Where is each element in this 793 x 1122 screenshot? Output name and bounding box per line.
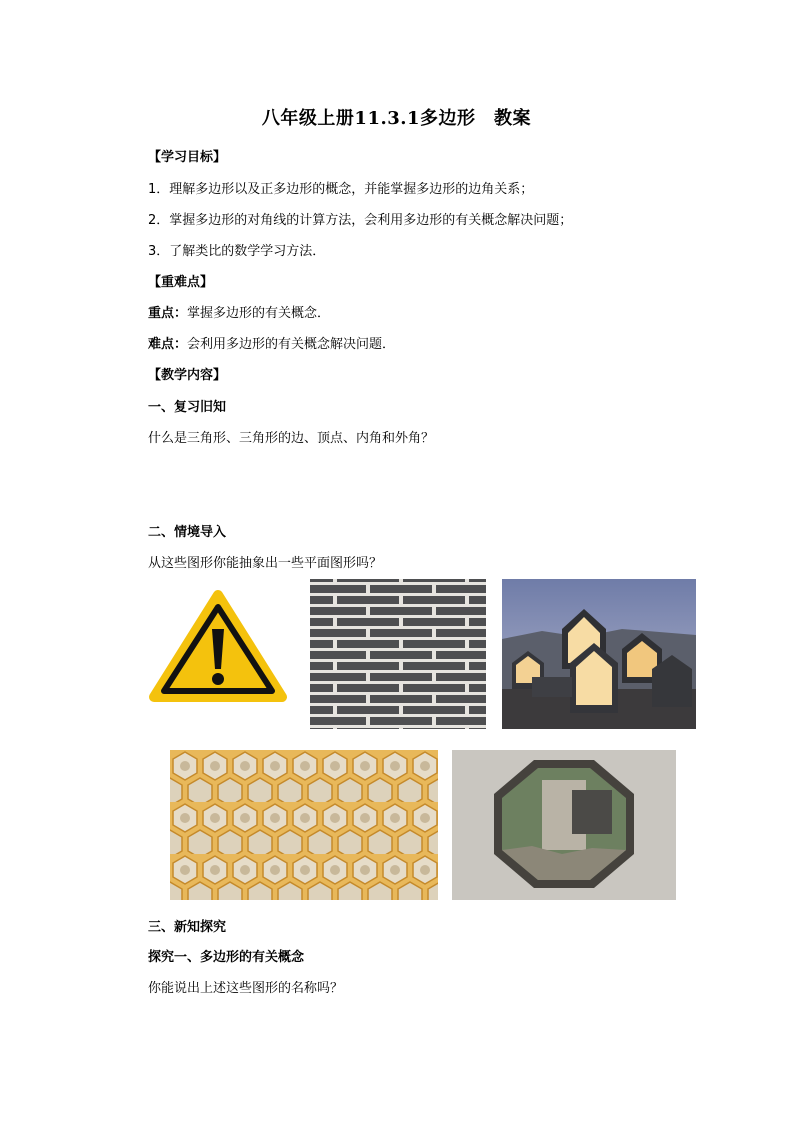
- content-heading: 【教学内容】: [148, 368, 227, 383]
- explore-question: 你能说出上述这些图形的名称吗？: [148, 981, 344, 996]
- learning-goals-heading: 【学习目标】: [148, 150, 227, 165]
- house-building-image: [502, 579, 696, 729]
- key-point-line: [148, 302, 330, 321]
- pentagon-houses-icon: [502, 579, 696, 729]
- honeycomb-image: [170, 750, 438, 900]
- intro-heading: 二、情境导入: [148, 525, 227, 540]
- key-points-heading: 【重难点】: [148, 275, 214, 290]
- brick-wall-image: [310, 579, 486, 729]
- page-title: 八年级上册11.3.1多边形 教案: [261, 108, 532, 129]
- learning-goal-1: 1．理解多边形以及正多边形的概念，并能掌握多边形的边角关系；: [148, 182, 534, 197]
- difficult-point-line: [148, 333, 395, 352]
- explore-heading: 三、新知探究: [148, 920, 227, 935]
- learning-goal-3: 3．了解类比的数学学习方法．: [148, 244, 326, 259]
- octagon-window-icon: [452, 750, 676, 900]
- difficult-point-text: 会利用多边形的有关概念解决问题．: [187, 337, 396, 352]
- review-heading: 一、复习旧知: [148, 400, 227, 415]
- warning-sign-image: [148, 585, 288, 705]
- key-point-text: 掌握多边形的有关概念．: [187, 306, 331, 321]
- learning-goal-2: 2．掌握多边形的对角线的计算方法，会利用多边形的有关概念解决问题；: [148, 213, 573, 228]
- difficult-point-label: 难点：: [148, 337, 188, 352]
- brick-wall-icon: [310, 579, 486, 729]
- warning-triangle-icon: [148, 585, 288, 705]
- explore-subheading: 探究一、多边形的有关概念: [148, 950, 305, 965]
- hexagon-honeycomb-icon: [170, 750, 438, 900]
- key-point-label: 重点：: [148, 306, 188, 321]
- review-question: 什么是三角形、三角形的边、顶点、内角和外角？: [148, 431, 435, 446]
- octagon-window-image: [452, 750, 676, 900]
- intro-question: 从这些图形你能抽象出一些平面图形吗？: [148, 556, 383, 571]
